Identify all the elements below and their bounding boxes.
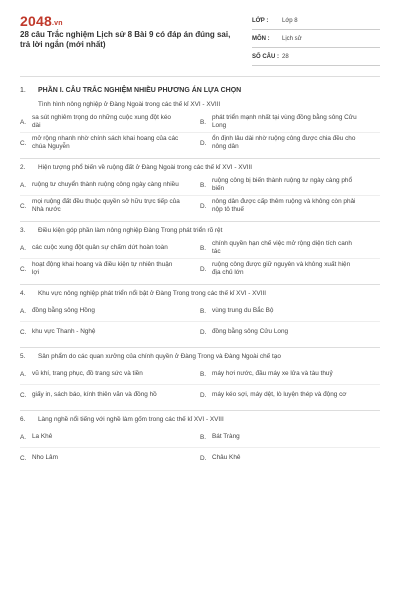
option-b[interactable] — [200, 427, 380, 447]
option-d[interactable] — [200, 448, 380, 468]
question-divider — [20, 410, 380, 411]
section-title: PHẦN I. CÂU TRẮC NGHIỆM NHIỀU PHƯƠNG ÁN LỰA CHỌN — [38, 86, 242, 94]
option-d[interactable] — [200, 259, 380, 279]
question-divider — [20, 284, 380, 285]
question-divider — [20, 347, 380, 348]
question-heading — [20, 415, 380, 424]
option-text: sa sút nghiêm trọng do những cuộc xung đột kéo dài — [32, 113, 171, 129]
option-text: nông dân được cấp thêm ruộng và không còn phải nộp tô thuế — [212, 197, 356, 213]
option-letter: C. — [20, 328, 27, 336]
question-divider — [20, 221, 380, 222]
option-letter: C. — [20, 454, 27, 462]
option-text: ruộng tư chuyển thành ruộng công ngày càng nhiều — [32, 180, 179, 188]
option-letter: B. — [200, 307, 207, 315]
question-number: 6. — [20, 416, 26, 423]
question-heading — [20, 226, 380, 235]
option-text: vũ khí, trang phục, đồ trang sức và tiền — [32, 369, 143, 377]
option-d[interactable] — [200, 322, 380, 342]
questions-content — [20, 80, 380, 468]
info-box — [252, 12, 380, 66]
question-2 — [20, 163, 380, 222]
option-b[interactable] — [200, 301, 380, 321]
question-text: Làng nghề nổi tiếng với nghề làm gốm trong các thế kỉ XVI - XVIII — [38, 416, 224, 423]
option-c[interactable] — [20, 322, 200, 342]
info-row-subject — [252, 30, 380, 48]
option-text: đồng bằng sông Cửu Long — [212, 327, 289, 335]
option-c[interactable] — [20, 385, 200, 405]
option-text: vùng trung du Bắc Bộ — [212, 306, 274, 314]
question-divider — [20, 158, 380, 159]
question-text: Điều kiện góp phần làm nông nghiệp Đàng Trong phát triển rõ rệt — [38, 227, 223, 234]
option-a[interactable] — [20, 238, 200, 258]
option-c[interactable] — [20, 448, 200, 468]
option-letter: D. — [200, 265, 207, 273]
option-text: hoạt động khai hoang và điều kiện tự nhiên thuận lợi — [32, 260, 173, 276]
option-letter: A. — [20, 433, 27, 441]
option-letter: D. — [200, 139, 207, 147]
option-text: ổn định lâu dài nhờ ruộng công được chia đều cho nông dân — [212, 134, 356, 150]
question-heading — [20, 163, 380, 172]
option-a[interactable] — [20, 175, 200, 195]
question-number: 5. — [20, 353, 26, 360]
info-label: LỚP : — [252, 17, 269, 24]
options-grid — [20, 238, 380, 279]
header — [0, 0, 400, 78]
option-b[interactable] — [200, 112, 380, 132]
option-letter: D. — [200, 454, 207, 462]
header-divider — [20, 76, 380, 77]
option-d[interactable] — [200, 385, 380, 405]
option-letter: D. — [200, 202, 207, 210]
logo-text: 2048 — [20, 13, 52, 29]
option-a[interactable] — [20, 112, 200, 132]
option-text: máy hơi nước, đầu máy xe lửa và tàu thuỷ — [212, 369, 333, 377]
option-text: Nho Lâm — [32, 453, 58, 461]
info-value: Lịch sử — [282, 35, 302, 42]
option-b[interactable] — [200, 238, 380, 258]
option-letter: D. — [200, 328, 207, 336]
option-letter: C. — [20, 202, 27, 210]
section-number: 1. — [20, 86, 26, 94]
question-text: Hiện tượng phổ biến về ruộng đất ở Đàng Ngoài trong các thế kỉ XVI - XVIII — [38, 164, 253, 171]
options-grid — [20, 301, 380, 342]
option-text: khu vực Thanh - Nghệ — [32, 327, 96, 335]
option-text: phát triển mạnh nhất tại vùng đồng bằng sông Cửu Long — [212, 113, 357, 129]
option-a[interactable] — [20, 301, 200, 321]
option-b[interactable] — [200, 175, 380, 195]
option-c[interactable] — [20, 133, 200, 153]
question-number: 3. — [20, 227, 26, 234]
option-letter: A. — [20, 181, 27, 189]
option-text: ruộng công bị biến thành ruộng tư ngày càng phổ biến — [212, 176, 353, 192]
section-heading — [20, 84, 380, 96]
info-label: MÔN : — [252, 35, 270, 42]
option-c[interactable] — [20, 259, 200, 279]
question-heading — [20, 352, 380, 361]
option-letter: C. — [20, 139, 27, 147]
info-value: 28 — [282, 53, 289, 60]
option-d[interactable] — [200, 196, 380, 216]
option-letter: A. — [20, 307, 27, 315]
option-letter: A. — [20, 244, 27, 252]
option-text: ruộng công được giữ nguyên và không xuất hiện địa chủ lớn — [212, 260, 351, 276]
option-text: máy kéo sợi, máy dệt, lò luyện thép và động cơ — [212, 390, 347, 398]
option-letter: B. — [200, 118, 207, 126]
document-title: 28 câu Trắc nghiệm Lịch sử 8 Bài 9 có đáp án đúng sai, trả lời ngắn (mới nhất) — [20, 30, 231, 49]
option-text: các cuộc xung đột quân sự chấm dứt hoàn toàn — [32, 243, 168, 251]
question-text: Khu vực nông nghiệp phát triển nổi bật ở Đàng Trong trong các thế kỉ XVI - XVIII — [38, 290, 267, 297]
question-3 — [20, 226, 380, 285]
question-text: Tình hình nông nghiệp ở Đàng Ngoài trong các thế kỉ XVI - XVIII — [38, 101, 221, 108]
info-label: SỐ CÂU : — [252, 53, 279, 60]
question-1 — [20, 100, 380, 159]
question-4 — [20, 289, 380, 348]
option-text: Bát Tràng — [212, 432, 240, 440]
option-text: mở rộng nhanh nhờ chính sách khai hoang của các chúa Nguyễn — [32, 134, 179, 150]
option-d[interactable] — [200, 133, 380, 153]
option-a[interactable] — [20, 364, 200, 384]
option-letter: A. — [20, 370, 27, 378]
question-number: 2. — [20, 164, 26, 171]
options-grid — [20, 427, 380, 468]
option-letter: C. — [20, 391, 27, 399]
option-letter: D. — [200, 391, 207, 399]
option-text: giấy in, sách báo, kính thiên văn và đồng hồ — [32, 390, 157, 398]
question-6 — [20, 415, 380, 468]
option-c[interactable] — [20, 196, 200, 216]
site-logo[interactable] — [20, 13, 63, 29]
question-number: 4. — [20, 290, 26, 297]
option-text: mọi ruộng đất đều thuộc quyền sở hữu trực tiếp của Nhà nước — [32, 197, 180, 213]
option-text: đồng bằng sông Hồng — [32, 306, 95, 314]
option-letter: B. — [200, 244, 207, 252]
option-text: La Khê — [32, 432, 53, 440]
option-a[interactable] — [20, 427, 200, 447]
info-row-count — [252, 48, 380, 66]
options-grid — [20, 112, 380, 153]
option-b[interactable] — [200, 364, 380, 384]
option-letter: B. — [200, 370, 207, 378]
option-letter: B. — [200, 433, 207, 441]
question-5 — [20, 352, 380, 411]
question-heading — [20, 289, 380, 298]
options-grid — [20, 175, 380, 216]
option-letter: A. — [20, 118, 27, 126]
options-grid — [20, 364, 380, 405]
option-letter: B. — [200, 181, 207, 189]
option-text: Châu Khê — [212, 453, 241, 461]
info-value: Lớp 8 — [282, 17, 298, 24]
info-row-grade — [252, 12, 380, 30]
option-text: chính quyền hạn chế việc mở rộng diện tích canh tác — [212, 239, 352, 255]
question-text: Sản phẩm do các quan xưởng của chính quyền ở Đàng Trong và Đàng Ngoài chế tạo — [38, 353, 281, 360]
logo-suffix: .vn — [51, 20, 63, 27]
option-letter: C. — [20, 265, 27, 273]
